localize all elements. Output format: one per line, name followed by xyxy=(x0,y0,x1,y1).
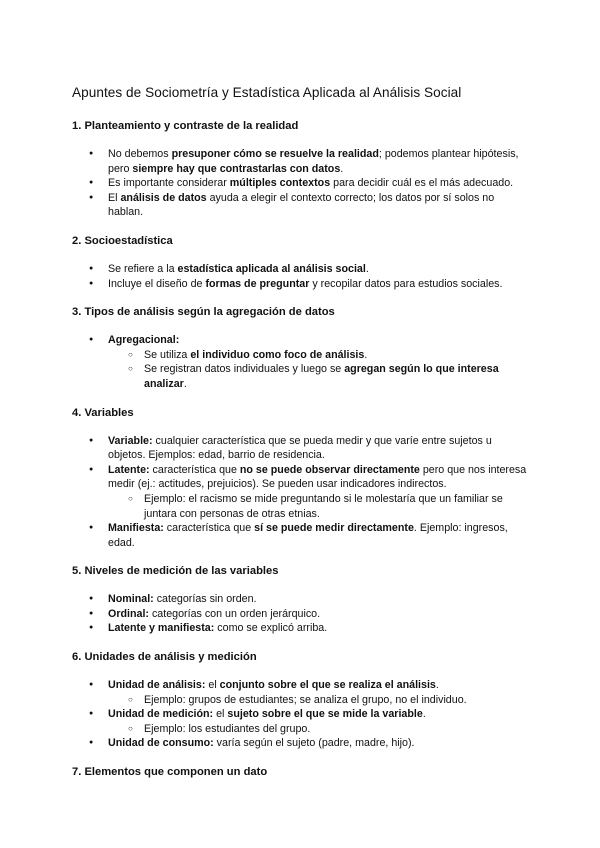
text-run: . xyxy=(364,348,368,361)
bold-text: análisis de datos xyxy=(120,191,207,204)
list-item xyxy=(72,678,530,707)
list-item xyxy=(72,176,530,191)
text-run: El xyxy=(108,191,121,204)
text-run: y recopilar datos para estudios sociales. xyxy=(309,277,503,290)
bold-text: Latente y manifiesta: xyxy=(108,622,215,635)
text-run: Es importante considerar xyxy=(108,177,230,190)
bullet-list xyxy=(72,147,530,220)
document-title: Apuntes de Sociometría y Estadística Aplicada al Análisis Social xyxy=(72,85,462,100)
bold-text: formas de preguntar xyxy=(205,277,310,290)
list-item xyxy=(72,592,530,607)
text-run: como se explicó arriba. xyxy=(214,622,328,635)
bold-text: conjunto sobre el que se realiza el análisis xyxy=(219,679,436,692)
section-heading: 4. Variables xyxy=(72,406,134,419)
section-heading: 7. Elementos que componen un dato xyxy=(72,766,268,779)
sub-list-item xyxy=(108,693,530,708)
text-run: ayuda a elegir el contexto correcto; los datos por sí solos no hablan. xyxy=(108,191,495,219)
section-heading: 3. Tipos de análisis según la agregación de datos xyxy=(72,306,335,319)
text-run: Ejemplo: el racismo se mide preguntando si le molestaría que un familiar se juntara con personas de otras etnias. xyxy=(144,492,503,520)
list-item xyxy=(72,147,530,176)
bold-text: el individuo como foco de análisis xyxy=(190,348,365,361)
text-run: . xyxy=(422,708,426,721)
list-item xyxy=(72,277,530,292)
sub-bullet-list xyxy=(108,492,530,521)
text-run: pero que nos interesa medir (ej.: actitudes, prejuicios). Se pueden usar indicadores indirectos. xyxy=(108,463,527,491)
sub-list-item xyxy=(108,348,530,363)
section-heading: 1. Planteamiento y contraste de la realidad xyxy=(72,120,299,132)
bold-text: agregan según lo que interesa analizar xyxy=(144,363,499,390)
text-run: característica que xyxy=(163,522,255,535)
bold-text: Unidad de medición: xyxy=(108,708,214,721)
section-heading: 6. Unidades de análisis y medición xyxy=(72,651,257,664)
list-item xyxy=(72,191,530,220)
bullet-list xyxy=(72,333,530,391)
sub-list-item xyxy=(108,362,530,391)
bold-text: Variable: xyxy=(108,434,153,447)
text-run: Se registran datos individuales y luego se xyxy=(144,363,345,376)
list-item xyxy=(72,736,530,751)
bold-text: sí se puede medir directamente xyxy=(254,522,414,535)
list-item xyxy=(72,434,530,463)
text-run: ; podemos plantear hipótesis, pero xyxy=(108,148,519,175)
text-run: varía según el sujeto (padre, madre, hijo). xyxy=(213,737,415,750)
text-run: categorías con un orden jerárquico. xyxy=(148,607,321,620)
bold-text: siempre hay que contrastarlas con datos xyxy=(132,162,341,175)
text-run: cualquier característica que se pueda medir y que varíe entre sujetos u objetos. Ejemplos: edad, barrio de residencia. xyxy=(108,434,492,462)
list-item xyxy=(72,262,530,277)
list-item xyxy=(72,463,530,521)
text-run: Ejemplo: grupos de estudiantes; se analiza el grupo, no el individuo. xyxy=(144,693,467,706)
bold-text: Agregacional: xyxy=(108,334,180,347)
sub-bullet-list xyxy=(108,348,530,392)
text-run: categorías sin orden. xyxy=(153,593,257,606)
text-run: . xyxy=(340,162,344,175)
bold-text: múltiples contextos xyxy=(229,177,331,190)
bold-text: no se puede observar directamente xyxy=(239,463,420,476)
list-item xyxy=(72,333,530,391)
text-run: Se utiliza xyxy=(144,348,191,361)
sub-list-item xyxy=(108,722,530,737)
bold-text: presuponer cómo se resuelve la realidad xyxy=(171,148,379,160)
text-run: . xyxy=(183,377,187,390)
text-run: Incluye el diseño de xyxy=(108,277,206,290)
text-run: No debemos xyxy=(108,148,172,160)
bold-text: sujeto sobre el que se mide la variable xyxy=(227,708,423,721)
bullet-list xyxy=(72,434,530,551)
sub-bullet-list xyxy=(108,722,530,737)
bold-text: Unidad de consumo: xyxy=(108,737,214,750)
bold-text: Nominal: xyxy=(108,593,154,606)
section-heading: 5. Niveles de medición de las variables xyxy=(72,565,279,578)
bold-text: Latente: xyxy=(108,463,150,476)
text-run: . xyxy=(365,262,369,275)
text-run: característica que xyxy=(149,463,240,476)
text-run: el xyxy=(205,679,220,692)
list-item xyxy=(72,621,530,636)
list-item xyxy=(72,707,530,736)
list-item xyxy=(72,521,530,550)
bold-text: Ordinal: xyxy=(108,607,149,620)
text-run: . Ejemplo: ingresos, edad. xyxy=(108,522,508,549)
bold-text: Manifiesta: xyxy=(108,522,164,535)
text-run: el xyxy=(213,708,228,721)
bullet-list xyxy=(72,262,530,291)
sub-list-item xyxy=(108,492,530,521)
text-run: Ejemplo: los estudiantes del grupo. xyxy=(144,722,311,735)
bullet-list xyxy=(72,678,530,751)
bullet-list xyxy=(72,592,530,636)
text-run: Se refiere a la xyxy=(108,262,178,275)
text-run: para decidir cuál es el más adecuado. xyxy=(330,177,514,190)
text-run: . xyxy=(435,679,439,692)
sub-bullet-list xyxy=(108,693,530,708)
document-body xyxy=(72,119,530,779)
bold-text: Unidad de análisis: xyxy=(108,679,206,692)
list-item xyxy=(72,607,530,622)
section-heading: 2. Socioestadística xyxy=(72,234,173,247)
bold-text: estadística aplicada al análisis social xyxy=(177,262,366,275)
